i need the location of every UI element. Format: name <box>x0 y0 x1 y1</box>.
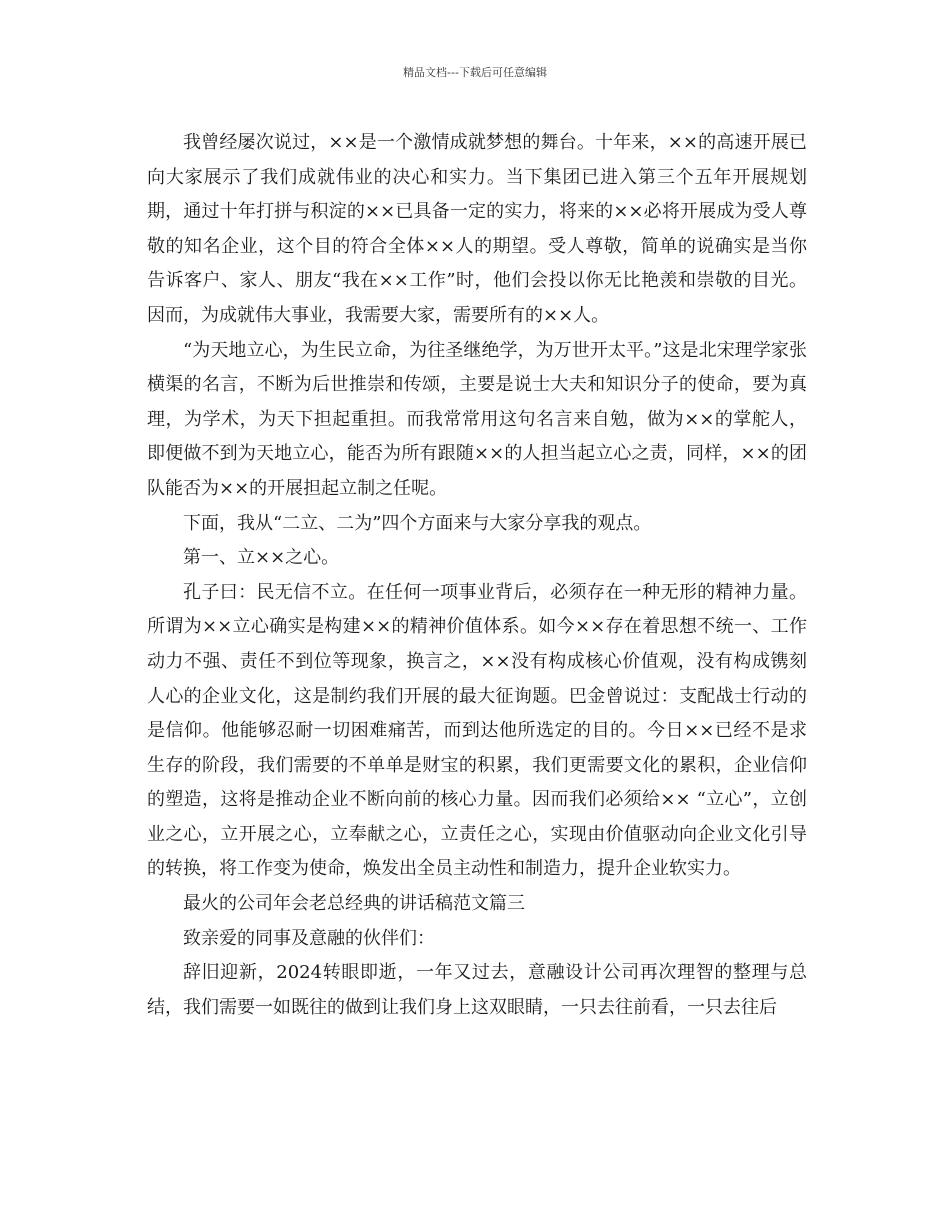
paragraph: 孔子曰：民无信不立。在任何一项事业背后，必须存在一种无形的精神力量。所谓为××立心确实是构建××的精神价值体系。如今××存在着思想不统一、工作动力不强、责任不到位等现象，换言之，××没有构成核心价值观，没有构成镌刻人心的企业文化，这是制约我们开展的最大征询题。巴金曾说过：支配战士行动的是信仰。他能够忍耐一切困难痛苦，而到达他所选定的目的。今日××已经不是求生存的阶段，我们需要的不单单是财宝的积累，我们更需要文化的累积，企业信仰的塑造，这将是推动企业不断向前的核心力量。因而我们必须给×× “立心”，立创业之心，立开展之心，立奉献之心，立责任之心，实现由价值驱动向企业文化引导的转换，将工作变为使命，焕发出全员主动性和制造力，提升企业软实力。 <box>147 581 807 880</box>
section-heading: 第一、立××之心。 <box>183 547 340 569</box>
document-body <box>147 126 807 1025</box>
salutation: 致亲爱的同事及意融的伙伴们： <box>183 927 435 949</box>
paragraph: “为天地立心，为生民立命，为往圣继绝学，为万世开太平。”这是北宋理学家张横渠的名言，不断为后世推崇和传颂，主要是说士大夫和知识分子的使命，要为真理，为学术，为天下担起重担。而我常常用这句名言来自勉，做为××的掌舵人，即便做不到为天地立心，能否为所有跟随××的人担当起立心之责，同样，××的团队能否为××的开展担起立制之任呢。 <box>147 339 807 499</box>
article-title: 最火的公司年会老总经典的讲话稿范文篇三 <box>183 893 525 915</box>
paragraph: 下面，我从“二立、二为”四个方面来与大家分享我的观点。 <box>183 512 652 534</box>
paragraph: 辞旧迎新，2024转眼即逝，一年又过去，意融设计公司再次理智的整理与总结，我们需要一如既往的做到让我们身上这双眼睛，一只去往前看，一只去往后 <box>147 962 807 1018</box>
page-header: 精品文档---下载后可任意编辑 <box>403 66 547 79</box>
paragraph: 我曾经屡次说过，××是一个激情成就梦想的舞台。十年来，××的高速开展已向大家展示了我们成就伟业的决心和实力。当下集团已进入第三个五年开展规划期，通过十年打拼与积淀的××已具备一定的实力，将来的××必将开展成为受人尊敬的知名企业，这个目的符合全体××人的期望。受人尊敬，简单的说确实是当你告诉客户、家人、朋友“我在××工作”时，他们会投以你无比艳羡和崇敬的目光。因而，为成就伟大事业，我需要大家，需要所有的××人。 <box>147 132 807 326</box>
